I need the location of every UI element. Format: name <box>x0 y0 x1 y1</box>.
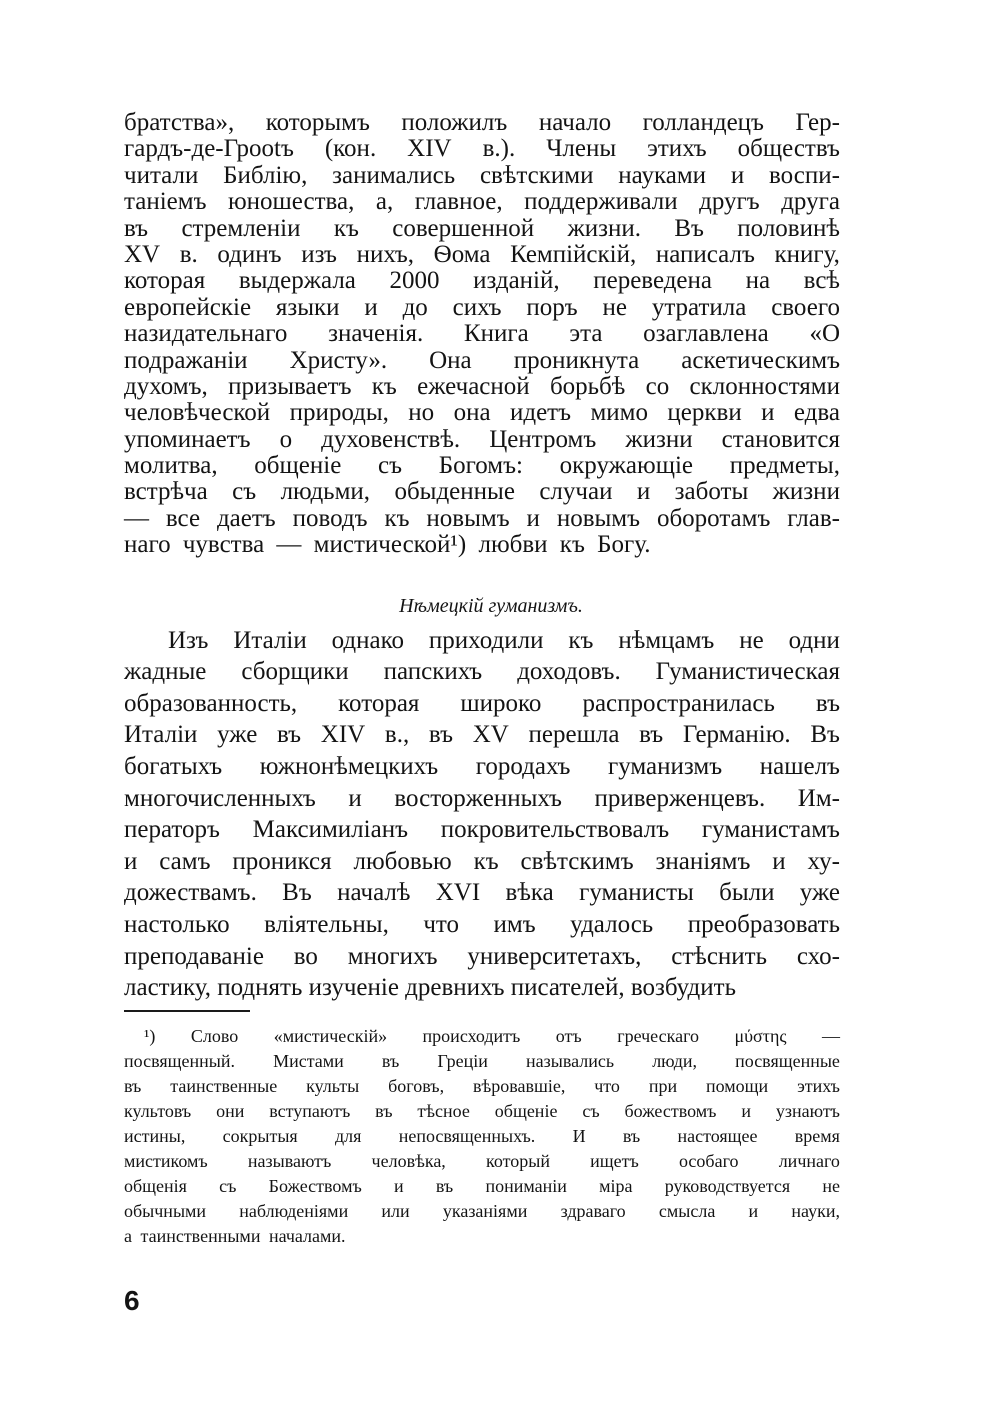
text-line: духомъ, призываетъ къ ежечасной борьбѣ со склонностями <box>124 372 840 400</box>
footnote <box>124 1024 840 1249</box>
text-line: дожествамъ. Въ началѣ XVI вѣка гуманисты были уже <box>124 879 840 907</box>
text-line: богатыхъ южнонѣмецкихъ городахъ гуманизмъ нашелъ <box>124 753 840 781</box>
text-line: настолько вліятельны, что имъ удалось преобразовать <box>124 910 840 938</box>
footnote-line: обычными наблюденіями или указаніями здраваго смысла и науки, <box>124 1200 840 1221</box>
text-line: упоминаетъ о духовенствѣ. Центромъ жизни становится <box>124 425 840 453</box>
footnote-line: общенія съ Божествомъ и въ пониманіи міра руководствуется не <box>124 1175 840 1196</box>
footnote-line: истины, сокрытыя для непосвященныхъ. И въ настоящее время <box>124 1125 840 1146</box>
text-line: въ стремленіи къ совершенной жизни. Въ половинѣ <box>124 214 840 242</box>
book-page <box>124 110 840 1249</box>
text-line: и самъ проникся любовью къ свѣтскимъ знаніямъ и ху- <box>124 847 840 875</box>
text-line: — все даетъ поводъ къ новымъ и новымъ оборотамъ глав- <box>124 504 840 532</box>
footnote-line: культовъ они вступаютъ въ тѣсное общеніе съ божествомъ и узнаютъ <box>124 1100 840 1121</box>
page-number: 6 <box>124 1285 140 1316</box>
text-line: человѣческой природы, но она идетъ мимо церкви и едва <box>124 399 840 427</box>
text-line: ператоръ Максимиліанъ покровительствовалъ гуманистамъ <box>124 816 840 844</box>
text-line: Изъ Италіи однако приходили къ нѣмцамъ не одни <box>168 626 840 654</box>
text-line: XV в. одинъ изъ нихъ, Ѳома Кемпійскій, написалъ книгу, <box>124 240 840 268</box>
text-line: преподаваніе во многихъ университетахъ, стѣснить схо- <box>124 942 840 970</box>
text-line: встрѣча съ людьми, обыденные случаи и заботы жизни <box>124 478 840 506</box>
text-line: таніемъ юношества, а, главное, поддерживали другъ друга <box>124 188 840 216</box>
text-line: гардъ-де-Грootъ (кон. XIV в.). Члены этихъ обществъ <box>124 135 840 163</box>
text-line: молитва, общеніе съ Богомъ: окружающіе предметы, <box>124 452 840 480</box>
text-line: подражаніи Христу». Она проникнута аскетическимъ <box>124 346 840 374</box>
text-line: ластику, поднять изученіе древнихъ писателей, возбудить <box>124 974 736 1002</box>
footnote-line: а таинственными началами. <box>124 1225 346 1246</box>
footnote-line: посвященный. Мистами въ Греціи назывались люди, посвященные <box>124 1050 840 1071</box>
text-line: которая выдержала 2000 изданій, переведена на всѣ <box>124 267 840 295</box>
footnote-line: въ таинственные культы боговъ, вѣровавшіе, что при помощи этихъ <box>124 1075 840 1096</box>
text-line: образованность, которая широко распространилась въ <box>124 689 840 717</box>
text-line: многочисленныхъ и восторженныхъ приверженцевъ. Им- <box>124 784 840 812</box>
main-paragraph <box>124 625 840 1004</box>
footnote-line: ¹) Слово «мистическій» происходитъ отъ греческаго μύστης — <box>144 1025 840 1046</box>
section-heading: Нѣмецкій гуманизмъ. <box>399 594 583 617</box>
text-line: назидательнаго значенія. Книга эта озаглавлена «О <box>124 320 840 348</box>
text-line: европейскіе языки и до сихъ поръ не утратила своего <box>124 293 840 321</box>
footnote-divider <box>124 1010 250 1012</box>
text-line: наго чувства — мистической¹) любви къ Богу. <box>124 531 651 559</box>
text-line: жадные сборщики папскихъ доходовъ. Гуманистическая <box>124 658 840 686</box>
footnote-line: мистикомъ называютъ человѣка, который ищетъ особаго личнаго <box>124 1150 840 1171</box>
text-line: братства», которымъ положилъ начало голландецъ Гер- <box>124 109 840 136</box>
top-paragraph <box>124 110 840 559</box>
text-line: читали Библію, занимались свѣтскими науками и воспи- <box>124 161 840 189</box>
text-line: Италіи уже въ XIV в., въ XV перешла въ Германію. Въ <box>124 721 840 749</box>
